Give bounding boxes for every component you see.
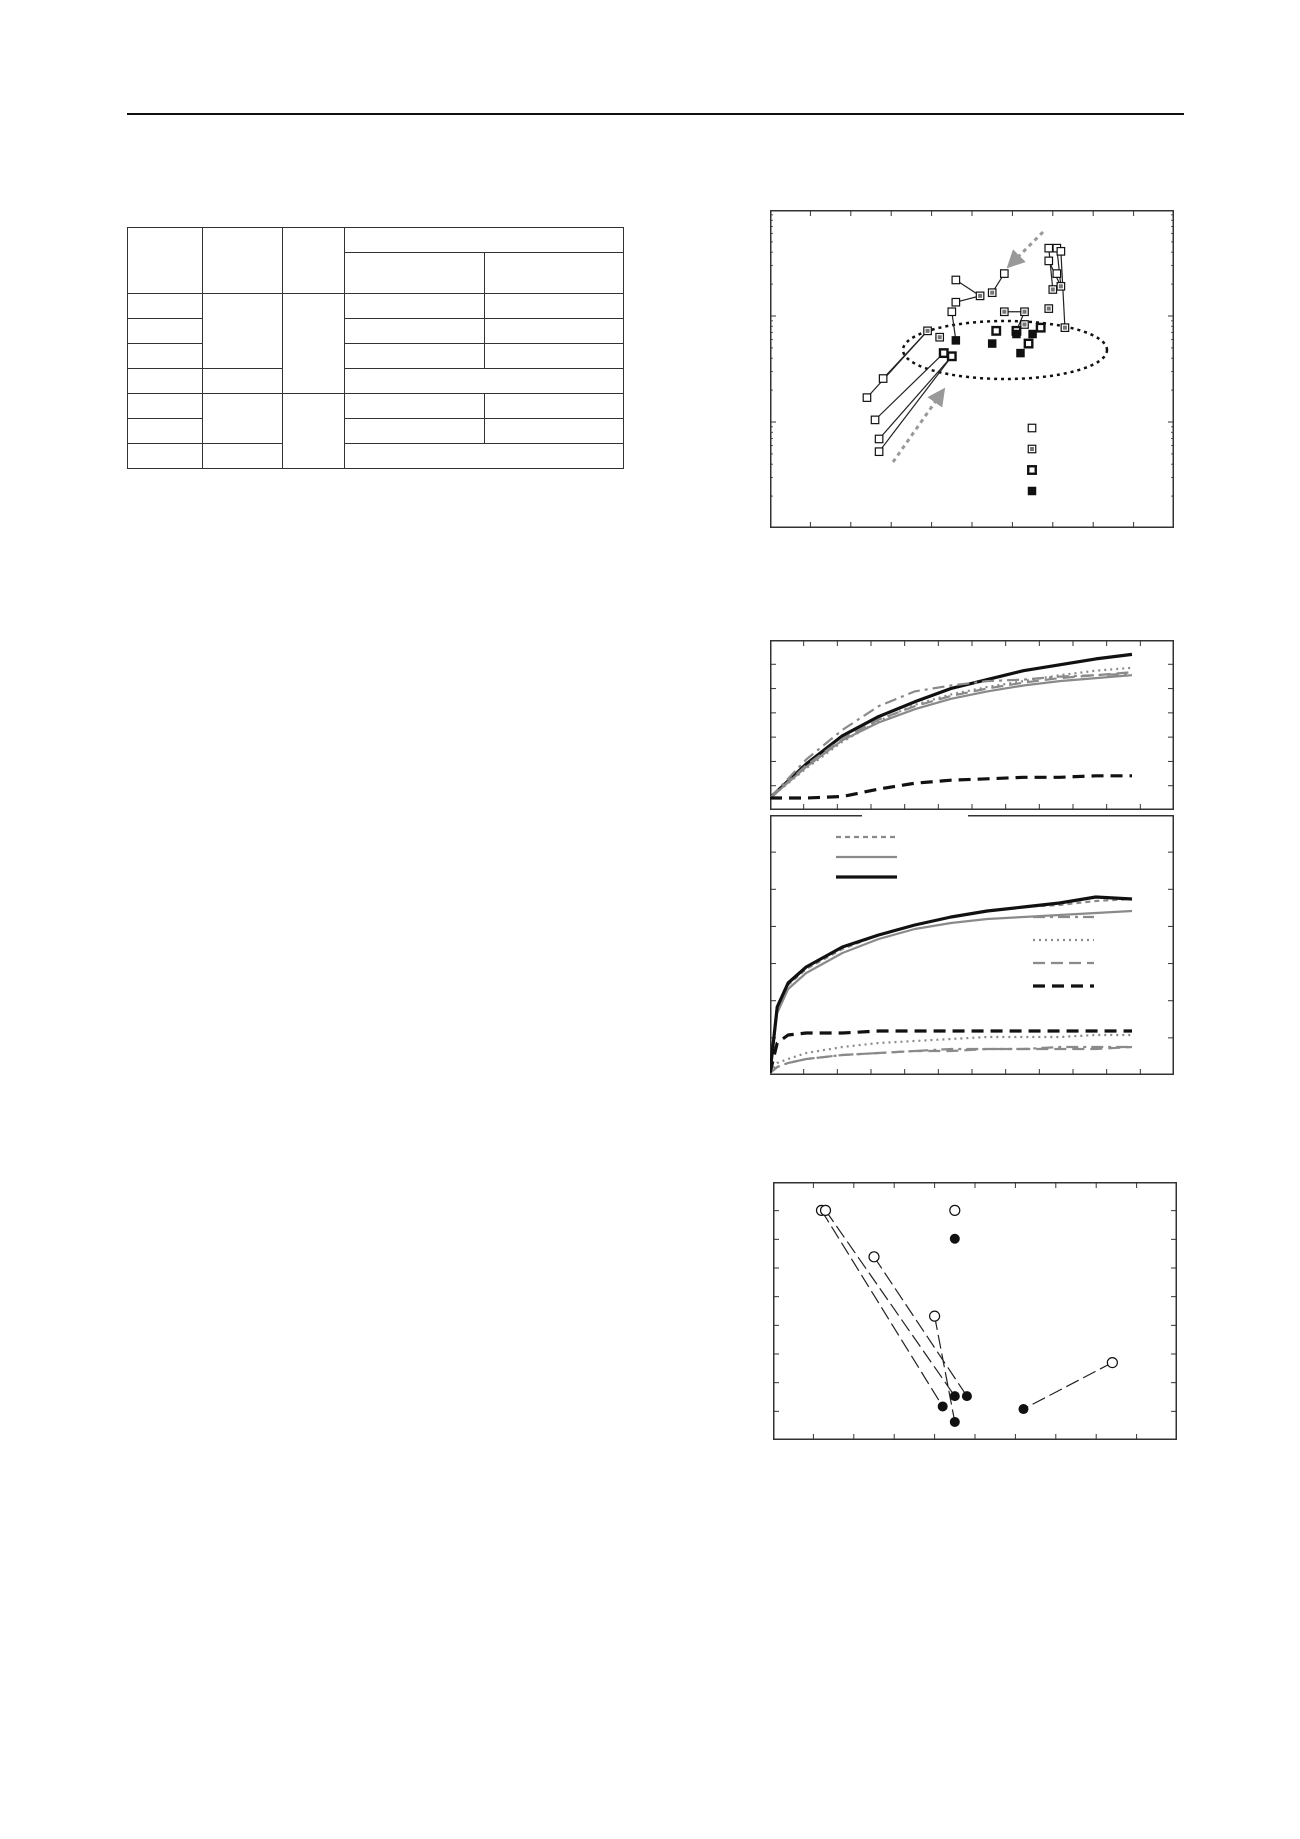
- table-cell: [128, 419, 203, 444]
- table-cell: [485, 344, 624, 369]
- table-cell: [203, 444, 283, 469]
- data-point: [1025, 340, 1033, 348]
- connector-line: [879, 356, 952, 439]
- data-point-open: [1107, 1358, 1117, 1368]
- data-point-center: [1051, 288, 1055, 292]
- data-point: [871, 416, 879, 424]
- connector-line: [821, 1210, 942, 1406]
- table-cell: [283, 294, 345, 394]
- plot-frame: [771, 816, 1174, 1075]
- table-cell: [345, 369, 624, 394]
- data-point: [879, 375, 887, 383]
- table-cell: [485, 294, 624, 319]
- table-cell: [203, 294, 283, 369]
- data-point-open: [950, 1205, 960, 1215]
- connector-line: [1023, 1363, 1112, 1409]
- data-point: [1045, 257, 1053, 265]
- data-point: [1045, 244, 1053, 252]
- data-point: [875, 435, 883, 443]
- data-point: [1017, 349, 1025, 357]
- data-point-center: [1030, 447, 1034, 451]
- data-point-center: [1047, 307, 1051, 311]
- data-point-center: [978, 294, 982, 298]
- figure-line-lower: [770, 815, 1174, 1075]
- table-cell: [345, 444, 624, 469]
- data-point-filled: [938, 1401, 948, 1411]
- data-point-center: [1023, 322, 1027, 326]
- table-header-cell: [485, 253, 624, 294]
- data-point-center: [938, 335, 942, 339]
- connector-line: [826, 1210, 955, 1396]
- data-point: [1053, 270, 1061, 278]
- connector-line: [875, 353, 944, 420]
- data-point: [952, 337, 960, 345]
- figure-scatter-circles: [773, 1182, 1177, 1440]
- data-point: [952, 298, 960, 306]
- series-line: [770, 1035, 1132, 1073]
- data-point-filled: [950, 1417, 960, 1427]
- table-header-cell: [283, 228, 345, 294]
- data-point-open: [869, 1252, 879, 1262]
- table-cell: [128, 394, 203, 419]
- connector-line: [874, 1257, 967, 1396]
- data-point-center: [926, 329, 930, 333]
- table-cell: [128, 294, 203, 319]
- table-header-cell: [128, 228, 203, 294]
- plot-frame: [774, 1183, 1177, 1440]
- figure-line-upper: [770, 640, 1174, 810]
- table-cell: [128, 319, 203, 344]
- data-point: [988, 340, 996, 348]
- data-point: [863, 394, 871, 402]
- table-cell: [283, 394, 345, 469]
- data-point: [992, 327, 1000, 335]
- data-point: [948, 353, 956, 361]
- table-cell: [128, 344, 203, 369]
- figure-scatter-squares: [770, 210, 1174, 528]
- table-cell: [128, 369, 203, 394]
- data-point-center: [1063, 326, 1067, 330]
- data-point-open: [821, 1205, 831, 1215]
- parameter-table: [127, 227, 623, 469]
- trend-arrow: [893, 395, 940, 462]
- highlight-ellipse: [903, 321, 1107, 379]
- data-point: [952, 276, 960, 284]
- data-point-center: [990, 291, 994, 295]
- connector-line: [883, 331, 927, 379]
- data-point-center: [1023, 310, 1027, 314]
- data-point-filled: [950, 1391, 960, 1401]
- table-cell: [345, 294, 485, 319]
- table-cell: [485, 419, 624, 444]
- data-point-center: [1059, 284, 1063, 288]
- table-cell: [485, 394, 624, 419]
- header-rule: [127, 113, 1184, 115]
- series-line: [770, 776, 1132, 798]
- data-point: [1037, 324, 1045, 332]
- table-cell: [345, 344, 485, 369]
- plot-frame: [771, 641, 1174, 810]
- table-header-cell: [345, 253, 485, 294]
- data-point-center: [1002, 310, 1006, 314]
- data-point: [1028, 487, 1036, 495]
- data-point: [948, 308, 956, 316]
- data-point-filled: [950, 1234, 960, 1244]
- table-cell: [128, 444, 203, 469]
- table-cell: [203, 369, 283, 394]
- table-cell: [203, 394, 283, 444]
- table-header-cell: [345, 228, 624, 253]
- data-point: [940, 349, 948, 357]
- data-point-filled: [1018, 1404, 1028, 1414]
- data-point: [875, 448, 883, 456]
- table-cell: [345, 394, 485, 419]
- data-point: [1001, 270, 1009, 278]
- data-point-filled: [962, 1391, 972, 1401]
- table-cell: [345, 419, 485, 444]
- data-point: [1028, 424, 1036, 432]
- trend-arrow: [1013, 232, 1043, 262]
- table-header-cell: [203, 228, 283, 294]
- plot-frame: [771, 211, 1174, 528]
- data-point: [1057, 248, 1065, 256]
- data-point: [1013, 330, 1021, 338]
- data-point-open: [930, 1311, 940, 1321]
- data-point: [1029, 330, 1037, 338]
- data-point: [1028, 466, 1036, 474]
- table-cell: [345, 319, 485, 344]
- table-cell: [485, 319, 624, 344]
